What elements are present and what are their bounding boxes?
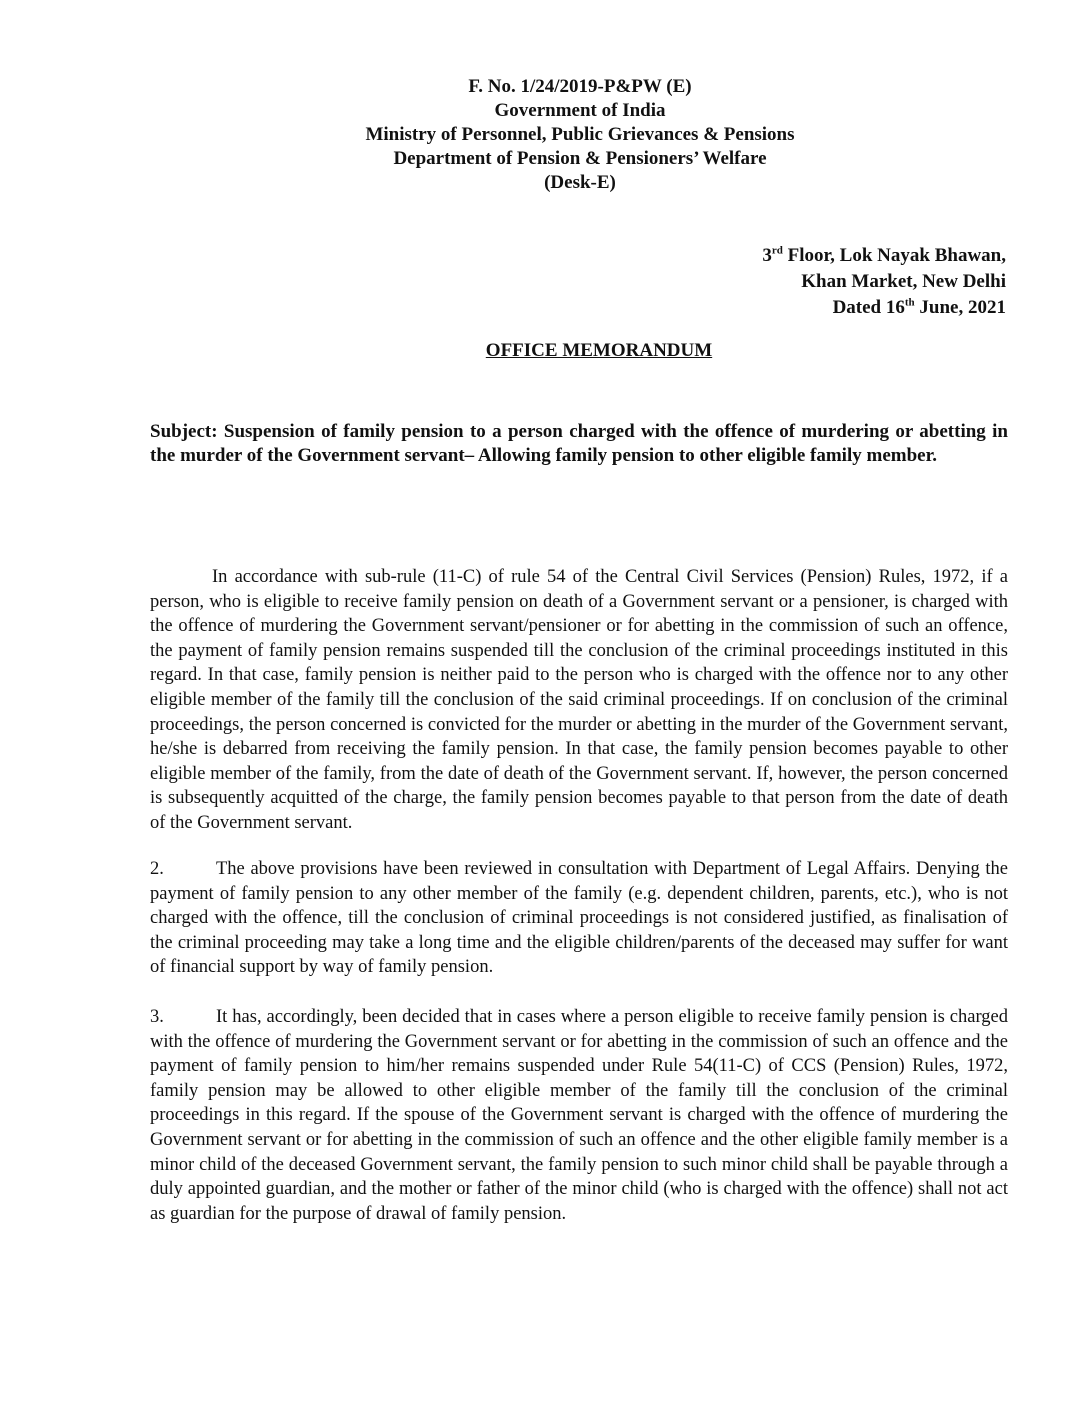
ministry-name: Ministry of Personnel, Public Grievances & Pensions (365, 124, 795, 145)
government-name: Government of India (494, 100, 666, 121)
memo-title: OFFICE MEMORANDUM (485, 340, 713, 361)
date-line: Dated 16th June, 2021 (832, 296, 1006, 318)
paragraph-3 (150, 1005, 1008, 1226)
paragraph-3-number: 3. (150, 1007, 164, 1027)
department-name: Department of Pension & Pensioners’ Welfare (393, 148, 767, 169)
desk-label: (Desk-E) (544, 172, 616, 193)
paragraph-2 (150, 857, 1008, 980)
letterhead (200, 75, 960, 195)
paragraph-2-text: The above provisions have been reviewed in consultation with Department of Legal Affairs. Denying the payment of family pension to any other member of the family (e.g. dependent children, parents, etc.), who is not charged with the offence, till the conclusion of criminal proceedings is not considered justified, as finalisation of the criminal proceeding may take a long time and the eligible children/parents of the deceased may suffer for want of financial support by way of family pension. (150, 859, 1008, 978)
address-line-1: 3rd Floor, Lok Nayak Bhawan, (762, 244, 1006, 266)
paragraph-3-text: It has, accordingly, been decided that in cases where a person eligible to receive family pension is charged with the offence of murdering the Government servant or for abetting in the commission of such an offence and the payment of family pension to him/her remains suspended under Rule 54(11-C) of CCS (Pension) Rules, 1972, family pension may be allowed to other eligible member of the family till the conclusion of the criminal proceedings in this regard. If the spouse of the Government servant is charged with the offence of murdering the Government servant or for abetting in the commission of such an offence and the other eligible family member is a minor child of the deceased Government servant, the family pension to such minor child shall be payable through a duly appointed guardian, and the mother or father of the minor child (who is charged with the offence) shall not act as guardian for the purpose of drawal of family pension. (150, 1007, 1008, 1224)
address-line-2: Khan Market, New Delhi (801, 271, 1006, 292)
paragraph-1: In accordance with sub-rule (11-C) of rule 54 of the Central Civil Services (Pension) Rules, 1972, if a person, who is eligible to receive family pension on death of a Government servant or a pensioner, is charged with the offence of murdering the Government servant/pensioner or for abetting in the commission of such an offence, the payment of family pension remains suspended till the conclusion of the criminal proceedings instituted in this regard. In that case, family pension is neither paid to the person who is charged with the offence nor to any other eligible member of the family till the conclusion of the said criminal proceedings. If on conclusion of the criminal proceedings, the person concerned is convicted for the murder or abetting in the murder of the Government servant, he/she is debarred from receiving the family pension. In that case, the family pension becomes payable to other eligible member of the family, from the date of death of the Government servant. If, however, the person concerned is subsequently acquitted of the charge, the family pension becomes payable to that person from the date of death of the Government servant. (150, 567, 1008, 833)
file-number: F. No. 1/24/2019-P&PW (E) (468, 76, 692, 97)
paragraph-2-number: 2. (150, 859, 164, 879)
address-block (762, 243, 1006, 321)
subject-line: Subject: Suspension of family pension to a person charged with the offence of murdering or abetting in the murder of the Government servant– Allowing family pension to other eligible family member. (150, 421, 1008, 466)
